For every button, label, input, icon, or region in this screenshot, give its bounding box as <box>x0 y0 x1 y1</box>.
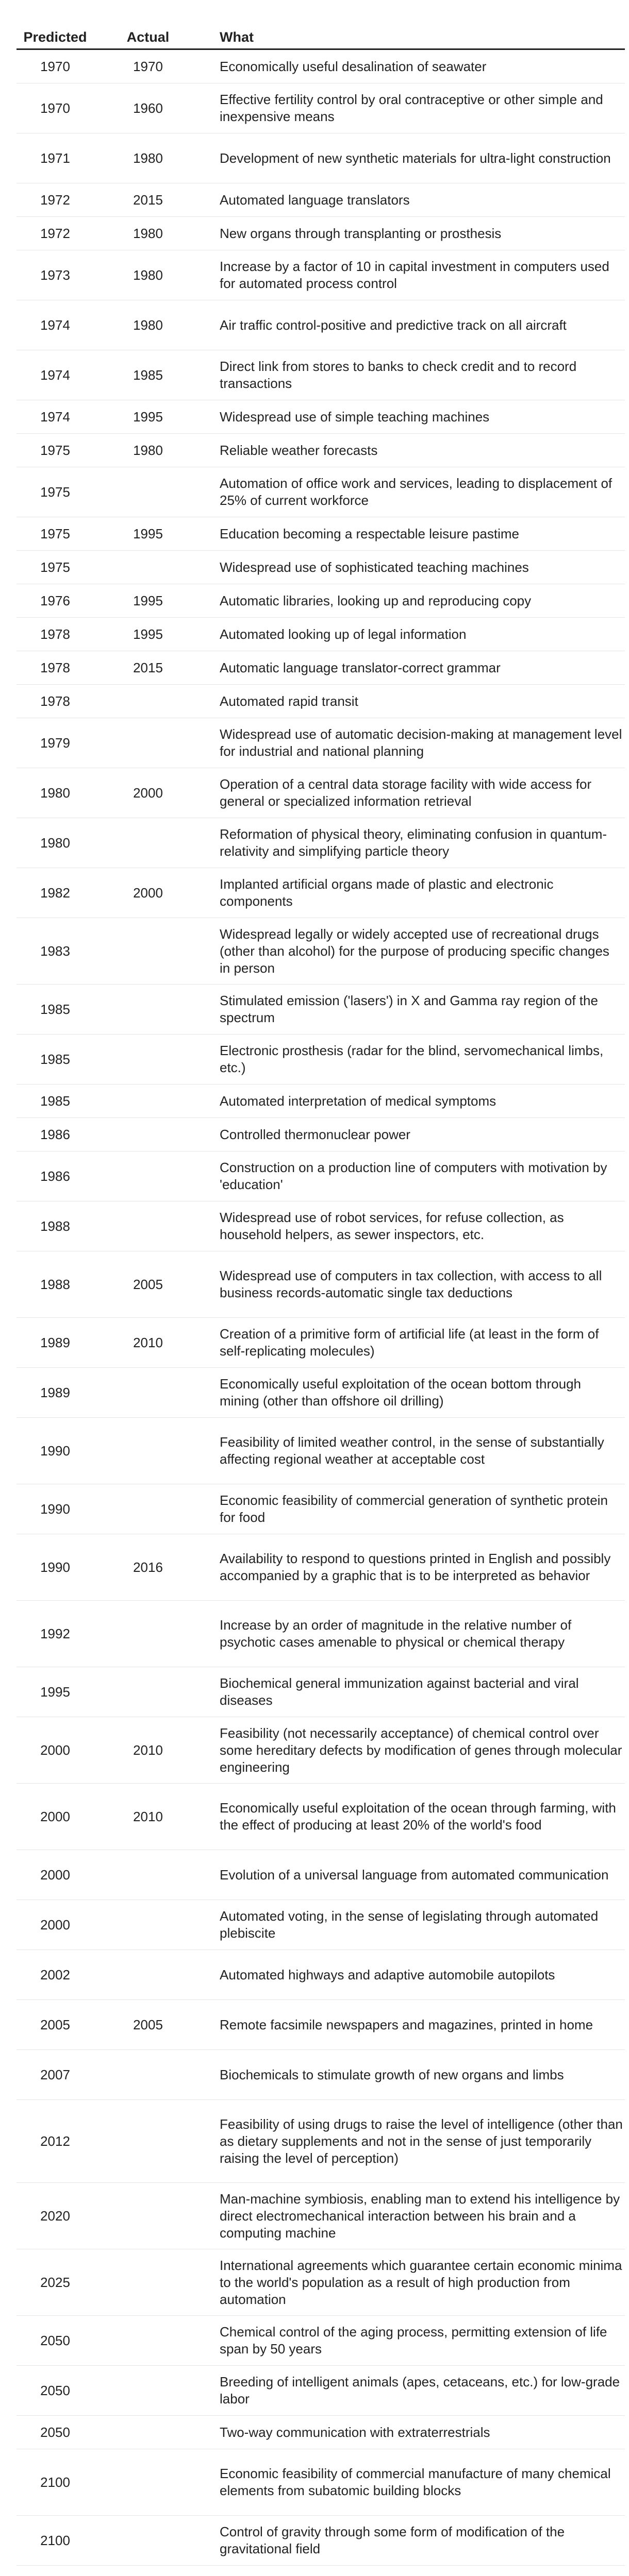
cell-what: Widespread use of computers in tax collection, with access to all business records-automatic single tax deductions <box>202 1251 625 1318</box>
cell-actual: 1970 <box>94 49 202 83</box>
table-row <box>16 1368 625 1418</box>
cell-what <box>202 2566 625 2576</box>
cell-predicted: 2000 <box>16 1784 94 1850</box>
cell-predicted: 2005 <box>16 2000 94 2050</box>
cell-what: Man-machine symbiosis, enabling man to extend his intelligence by direct electromechanical interaction between his brain and a computing machine <box>202 2183 625 2249</box>
cell-actual: 1995 <box>94 400 202 434</box>
cell-actual <box>94 2516 202 2566</box>
cell-predicted: 1985 <box>16 1035 94 1084</box>
cell-actual: 1980 <box>94 300 202 350</box>
cell-predicted: 1974 <box>16 300 94 350</box>
cell-what: Automation of office work and services, leading to displacement of 25% of current workforce <box>202 467 625 517</box>
cell-actual: 2005 <box>94 2000 202 2050</box>
cell-predicted: 1980 <box>16 818 94 868</box>
cell-predicted: 1973 <box>16 250 94 300</box>
cell-predicted: 1975 <box>16 434 94 467</box>
table-body <box>16 49 625 2576</box>
table-row <box>16 2416 625 2449</box>
cell-what: Availability to respond to questions printed in English and possibly accompanied by a graphic that is to be interpreted as behavior <box>202 1534 625 1601</box>
cell-actual <box>94 685 202 718</box>
cell-what: Widespread use of robot services, for refuse collection, as household helpers, as sewer inspectors, etc. <box>202 1201 625 1251</box>
cell-predicted: 2012 <box>16 2100 94 2183</box>
cell-actual <box>94 818 202 868</box>
cell-actual <box>94 1601 202 1667</box>
table-row <box>16 300 625 350</box>
table-row <box>16 651 625 685</box>
cell-what: Automated language translators <box>202 183 625 217</box>
cell-predicted: 2100 <box>16 2449 94 2516</box>
cell-predicted: 1971 <box>16 133 94 183</box>
cell-what: Automated looking up of legal information <box>202 618 625 651</box>
cell-what: Economically useful desalination of seawater <box>202 49 625 83</box>
cell-actual <box>94 1850 202 1900</box>
cell-predicted: 1974 <box>16 350 94 400</box>
cell-predicted: 1983 <box>16 918 94 985</box>
table-row <box>16 685 625 718</box>
cell-what: Education becoming a respectable leisure pastime <box>202 517 625 551</box>
table-row <box>16 551 625 584</box>
cell-actual <box>94 1950 202 2000</box>
cell-what: Widespread legally or widely accepted use of recreational drugs (other than alcohol) for the purpose of producing specific changes in person <box>202 918 625 985</box>
cell-actual: 2010 <box>94 1318 202 1368</box>
table-row <box>16 618 625 651</box>
cell-predicted: 1995 <box>16 1667 94 1717</box>
cell-what: Creation of a primitive form of artificial life (at least in the form of self-replicating molecules) <box>202 1318 625 1368</box>
table-row <box>16 584 625 618</box>
table-row <box>16 1201 625 1251</box>
table-row <box>16 217 625 250</box>
cell-what: Feasibility of limited weather control, in the sense of substantially affecting regional weather at acceptable cost <box>202 1418 625 1484</box>
cell-predicted: 2000 <box>16 1717 94 1784</box>
predictions-table <box>16 20 625 2576</box>
table-row <box>16 1484 625 1534</box>
table-row <box>16 985 625 1035</box>
cell-predicted: 1978 <box>16 685 94 718</box>
cell-actual <box>94 2050 202 2100</box>
cell-predicted: 1988 <box>16 1201 94 1251</box>
cell-actual <box>94 1201 202 1251</box>
cell-what: Effective fertility control by oral contraceptive or other simple and inexpensive means <box>202 83 625 133</box>
table-row <box>16 434 625 467</box>
table-row <box>16 868 625 918</box>
table-row <box>16 49 625 83</box>
cell-what: Automated interpretation of medical symptoms <box>202 1084 625 1118</box>
table-row <box>16 818 625 868</box>
cell-predicted: 1975 <box>16 517 94 551</box>
cell-predicted: 1988 <box>16 1251 94 1318</box>
cell-predicted: 1976 <box>16 584 94 618</box>
cell-actual <box>94 2449 202 2516</box>
cell-actual <box>94 1368 202 1418</box>
cell-predicted: 1975 <box>16 551 94 584</box>
cell-what: Automatic language translator-correct grammar <box>202 651 625 685</box>
cell-what: Operation of a central data storage facility with wide access for general or specialized information retrieval <box>202 768 625 818</box>
cell-actual: 2016 <box>94 1534 202 1601</box>
cell-what: Controlled thermonuclear power <box>202 1118 625 1151</box>
cell-what: Construction on a production line of computers with motivation by 'education' <box>202 1151 625 1201</box>
cell-actual: 1980 <box>94 133 202 183</box>
cell-actual <box>94 2566 202 2576</box>
cell-what: Development of new synthetic materials for ultra-light construction <box>202 133 625 183</box>
cell-predicted: 1974 <box>16 400 94 434</box>
table-row <box>16 2050 625 2100</box>
cell-what: Direct link from stores to banks to check credit and to record transactions <box>202 350 625 400</box>
cell-actual <box>94 467 202 517</box>
cell-predicted: 2050 <box>16 2366 94 2416</box>
cell-what: Reliable weather forecasts <box>202 434 625 467</box>
cell-what: Increase by an order of magnitude in the relative number of psychotic cases amenable to physical or chemical therapy <box>202 1601 625 1667</box>
column-header-what[interactable]: What <box>202 20 625 49</box>
cell-predicted: 1980 <box>16 768 94 818</box>
cell-actual: 2000 <box>94 768 202 818</box>
cell-actual: 2015 <box>94 651 202 685</box>
cell-what: Automated voting, in the sense of legislating through automated plebiscite <box>202 1900 625 1950</box>
cell-predicted: 1978 <box>16 651 94 685</box>
cell-what: Widespread use of automatic decision-making at management level for industrial and national planning <box>202 718 625 768</box>
cell-predicted: 2007 <box>16 2050 94 2100</box>
table-row <box>16 718 625 768</box>
cell-what: Implanted artificial organs made of plastic and electronic components <box>202 868 625 918</box>
cell-actual <box>94 2183 202 2249</box>
table-header <box>16 20 625 49</box>
cell-predicted <box>16 2566 94 2576</box>
cell-what: Electronic prosthesis (radar for the blind, servomechanical limbs, etc.) <box>202 1035 625 1084</box>
column-header-actual[interactable]: Actual <box>94 20 202 49</box>
cell-what: Economic feasibility of commercial generation of synthetic protein for food <box>202 1484 625 1534</box>
table-row <box>16 2366 625 2416</box>
cell-actual: 1980 <box>94 434 202 467</box>
table-row <box>16 1035 625 1084</box>
cell-predicted: 1990 <box>16 1534 94 1601</box>
cell-actual <box>94 1118 202 1151</box>
cell-actual: 2010 <box>94 1784 202 1850</box>
cell-what: Feasibility (not necessarily acceptance) of chemical control over some hereditary defects by modification of genes through molecular engineering <box>202 1717 625 1784</box>
cell-predicted: 2020 <box>16 2183 94 2249</box>
table-row <box>16 1784 625 1850</box>
cell-what: Stimulated emission ('lasers') in X and Gamma ray region of the spectrum <box>202 985 625 1035</box>
cell-actual: 2000 <box>94 868 202 918</box>
cell-what: Breeding of intelligent animals (apes, cetaceans, etc.) for low-grade labor <box>202 2366 625 2416</box>
table-row <box>16 1318 625 1368</box>
cell-predicted: 1970 <box>16 83 94 133</box>
cell-actual <box>94 1035 202 1084</box>
header-row <box>16 20 625 49</box>
cell-what: Automated highways and adaptive automobile autopilots <box>202 1950 625 2000</box>
table-row <box>16 250 625 300</box>
cell-what: Two-way communication with extraterrestrials <box>202 2416 625 2449</box>
cell-actual: 2010 <box>94 1717 202 1784</box>
cell-actual: 2015 <box>94 183 202 217</box>
cell-what: New organs through transplanting or prosthesis <box>202 217 625 250</box>
cell-predicted: 1992 <box>16 1601 94 1667</box>
table-row <box>16 133 625 183</box>
cell-what: Remote facsimile newspapers and magazines, printed in home <box>202 2000 625 2050</box>
cell-what: Increase by a factor of 10 in capital investment in computers used for automated process control <box>202 250 625 300</box>
table-row <box>16 467 625 517</box>
cell-actual: 1995 <box>94 584 202 618</box>
table-row <box>16 83 625 133</box>
cell-predicted: 1972 <box>16 217 94 250</box>
cell-actual: 1985 <box>94 350 202 400</box>
cell-predicted: 1989 <box>16 1368 94 1418</box>
cell-actual <box>94 1484 202 1534</box>
cell-what: Widespread use of simple teaching machines <box>202 400 625 434</box>
table-row <box>16 2000 625 2050</box>
cell-what: Automated rapid transit <box>202 685 625 718</box>
table-row <box>16 1251 625 1318</box>
cell-what: Air traffic control-positive and predictive track on all aircraft <box>202 300 625 350</box>
cell-what: Chemical control of the aging process, permitting extension of life span by 50 years <box>202 2316 625 2366</box>
cell-actual <box>94 1151 202 1201</box>
cell-what: Economically useful exploitation of the ocean through farming, with the effect of producing at least 20% of the world's food <box>202 1784 625 1850</box>
cell-actual: 1980 <box>94 217 202 250</box>
cell-actual <box>94 551 202 584</box>
cell-what: Control of gravity through some form of modification of the gravitational field <box>202 2516 625 2566</box>
cell-what: Automatic libraries, looking up and reproducing copy <box>202 584 625 618</box>
table-row <box>16 918 625 985</box>
table-row <box>16 2183 625 2249</box>
cell-predicted: 1972 <box>16 183 94 217</box>
table-row <box>16 1850 625 1900</box>
cell-predicted: 2000 <box>16 1900 94 1950</box>
cell-actual <box>94 2249 202 2316</box>
table-row <box>16 350 625 400</box>
cell-actual <box>94 1667 202 1717</box>
cell-actual <box>94 1418 202 1484</box>
cell-predicted: 2025 <box>16 2249 94 2316</box>
table-row <box>16 1601 625 1667</box>
cell-predicted: 1986 <box>16 1151 94 1201</box>
cell-what: Biochemical general immunization against bacterial and viral diseases <box>202 1667 625 1717</box>
cell-actual <box>94 1900 202 1950</box>
cell-actual <box>94 985 202 1035</box>
cell-predicted: 2050 <box>16 2416 94 2449</box>
cell-predicted: 1979 <box>16 718 94 768</box>
cell-predicted: 1985 <box>16 1084 94 1118</box>
cell-actual <box>94 718 202 768</box>
predictions-table-container <box>16 20 625 2576</box>
table-row <box>16 2100 625 2183</box>
cell-predicted: 2100 <box>16 2516 94 2566</box>
table-row <box>16 1118 625 1151</box>
cell-actual <box>94 2316 202 2366</box>
cell-actual: 1960 <box>94 83 202 133</box>
cell-predicted: 1978 <box>16 618 94 651</box>
table-row <box>16 768 625 818</box>
cell-what: Reformation of physical theory, eliminating confusion in quantum-relativity and simplifying particle theory <box>202 818 625 868</box>
table-row <box>16 2449 625 2516</box>
cell-what: Widespread use of sophisticated teaching machines <box>202 551 625 584</box>
cell-actual <box>94 2100 202 2183</box>
table-row <box>16 1667 625 1717</box>
cell-predicted: 2000 <box>16 1850 94 1900</box>
cell-what: Economic feasibility of commercial manufacture of many chemical elements from subatomic building blocks <box>202 2449 625 2516</box>
cell-actual <box>94 918 202 985</box>
cell-actual: 2005 <box>94 1251 202 1318</box>
table-row <box>16 2249 625 2316</box>
cell-predicted: 2050 <box>16 2316 94 2366</box>
cell-predicted: 1986 <box>16 1118 94 1151</box>
cell-predicted: 2002 <box>16 1950 94 2000</box>
cell-what: Economically useful exploitation of the ocean bottom through mining (other than offshore oil drilling) <box>202 1368 625 1418</box>
table-row <box>16 2516 625 2566</box>
table-row <box>16 1084 625 1118</box>
table-row <box>16 1151 625 1201</box>
table-row <box>16 400 625 434</box>
cell-predicted: 1990 <box>16 1418 94 1484</box>
cell-actual <box>94 2416 202 2449</box>
table-row <box>16 1900 625 1950</box>
table-row <box>16 183 625 217</box>
cell-predicted: 1989 <box>16 1318 94 1368</box>
table-row <box>16 517 625 551</box>
table-row <box>16 1950 625 2000</box>
cell-predicted: 1990 <box>16 1484 94 1534</box>
cell-predicted: 1970 <box>16 49 94 83</box>
cell-actual: 1980 <box>94 250 202 300</box>
cell-what: Feasibility of using drugs to raise the level of intelligence (other than as dietary supplements and not in the sense of just temporarily raising the level of perception) <box>202 2100 625 2183</box>
cell-actual <box>94 1084 202 1118</box>
table-row <box>16 1534 625 1601</box>
cell-predicted: 1982 <box>16 868 94 918</box>
column-header-predicted[interactable]: Predicted <box>16 20 94 49</box>
cell-actual: 1995 <box>94 618 202 651</box>
table-row <box>16 1717 625 1784</box>
cell-what: Evolution of a universal language from automated communication <box>202 1850 625 1900</box>
table-row <box>16 2566 625 2576</box>
cell-predicted: 1975 <box>16 467 94 517</box>
cell-actual <box>94 2366 202 2416</box>
cell-actual: 1995 <box>94 517 202 551</box>
cell-predicted: 1985 <box>16 985 94 1035</box>
table-row <box>16 1418 625 1484</box>
cell-what: International agreements which guarantee certain economic minima to the world's population as a result of high production from automation <box>202 2249 625 2316</box>
cell-what: Biochemicals to stimulate growth of new organs and limbs <box>202 2050 625 2100</box>
table-row <box>16 2316 625 2366</box>
